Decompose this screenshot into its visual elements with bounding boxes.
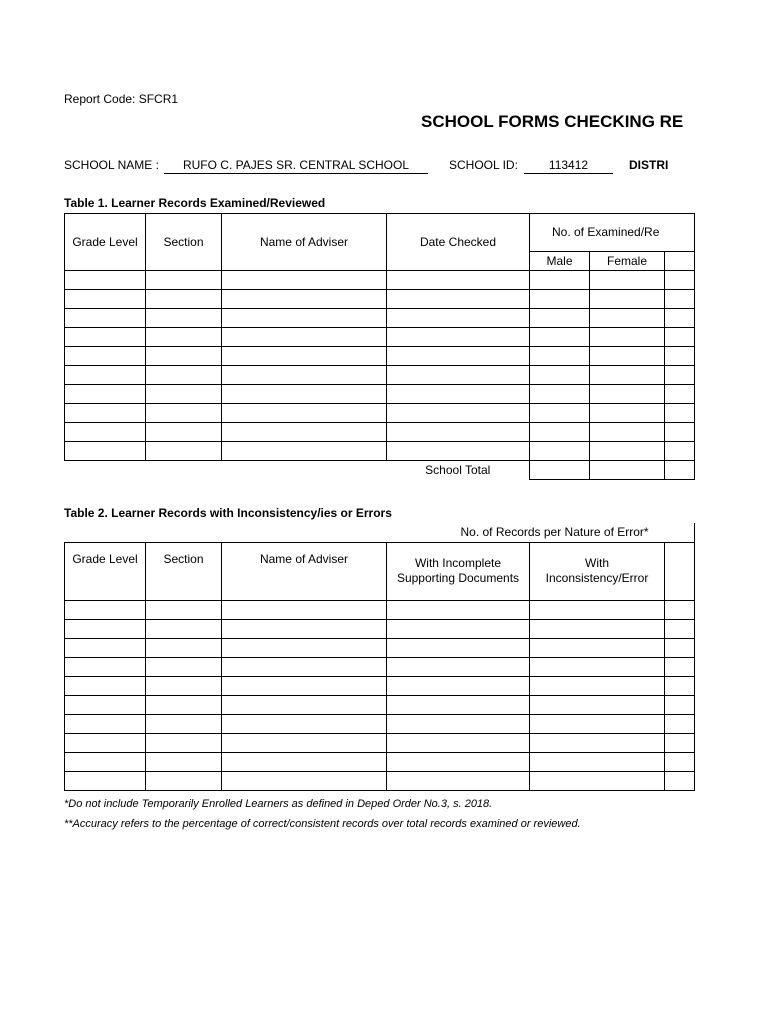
table-cell[interactable] bbox=[387, 676, 530, 695]
table-cell[interactable] bbox=[590, 442, 665, 461]
table-cell[interactable] bbox=[530, 328, 590, 347]
school-total-label: School Total bbox=[425, 462, 491, 477]
table-cell[interactable] bbox=[387, 733, 530, 752]
table-cell[interactable] bbox=[387, 347, 530, 366]
table-row bbox=[65, 309, 695, 328]
table-cell[interactable] bbox=[530, 600, 665, 619]
table-cell[interactable] bbox=[222, 657, 387, 676]
table-cell[interactable] bbox=[146, 271, 222, 290]
table-cell[interactable] bbox=[146, 366, 222, 385]
table-cell[interactable] bbox=[530, 638, 665, 657]
table-cell[interactable] bbox=[590, 271, 665, 290]
table-cell[interactable] bbox=[387, 714, 530, 733]
table-cell[interactable] bbox=[590, 290, 665, 309]
table-cell[interactable] bbox=[146, 404, 222, 423]
table-row bbox=[65, 657, 695, 676]
t2-header-adviser: Name of Adviser bbox=[222, 542, 387, 600]
table-cell[interactable] bbox=[665, 290, 695, 309]
table-cell[interactable] bbox=[146, 695, 222, 714]
table-cell[interactable] bbox=[65, 771, 146, 790]
table-cell[interactable] bbox=[665, 619, 695, 638]
footnote-accuracy: **Accuracy refers to the percentage of correct/consistent records over total records examined or reviewed. bbox=[64, 818, 581, 830]
table-cell[interactable] bbox=[146, 309, 222, 328]
table-cell[interactable] bbox=[65, 366, 146, 385]
table-row bbox=[65, 271, 695, 290]
table-cell[interactable] bbox=[222, 619, 387, 638]
table-cell[interactable] bbox=[387, 771, 530, 790]
table-row bbox=[65, 771, 695, 790]
table-cell[interactable] bbox=[146, 638, 222, 657]
table-cell[interactable] bbox=[387, 290, 530, 309]
table-cell[interactable] bbox=[65, 714, 146, 733]
table-cell[interactable] bbox=[590, 328, 665, 347]
table-cell[interactable] bbox=[65, 619, 146, 638]
table-cell[interactable] bbox=[65, 695, 146, 714]
table-cell[interactable] bbox=[665, 442, 695, 461]
table-cell[interactable] bbox=[222, 385, 387, 404]
table-cell[interactable] bbox=[146, 385, 222, 404]
table-cell[interactable] bbox=[222, 442, 387, 461]
table-row bbox=[65, 404, 695, 423]
table-cell[interactable] bbox=[530, 309, 590, 328]
table-cell[interactable] bbox=[665, 328, 695, 347]
t2-header-inconsistency-line1: With bbox=[585, 556, 609, 570]
table-cell[interactable] bbox=[146, 619, 222, 638]
total-cell[interactable] bbox=[665, 461, 695, 480]
table-cell[interactable] bbox=[65, 638, 146, 657]
table-row bbox=[65, 752, 695, 771]
table-cell[interactable] bbox=[665, 309, 695, 328]
table-cell[interactable] bbox=[65, 657, 146, 676]
table-cell[interactable] bbox=[665, 600, 695, 619]
table-cell[interactable] bbox=[222, 271, 387, 290]
t2-header-extra bbox=[665, 542, 695, 600]
header-no-examined: No. of Examined/Re bbox=[530, 214, 695, 252]
table-cell[interactable] bbox=[590, 404, 665, 423]
table-cell[interactable] bbox=[530, 271, 590, 290]
table-cell[interactable] bbox=[387, 657, 530, 676]
table-cell[interactable] bbox=[665, 771, 695, 790]
header-female: Female bbox=[590, 252, 665, 271]
school-id-value: 113412 bbox=[524, 158, 613, 174]
table-cell[interactable] bbox=[65, 271, 146, 290]
table-cell[interactable] bbox=[665, 657, 695, 676]
table-cell[interactable] bbox=[530, 347, 590, 366]
table-cell[interactable] bbox=[146, 442, 222, 461]
table-row bbox=[65, 638, 695, 657]
table-row bbox=[65, 442, 695, 461]
table-cell[interactable] bbox=[530, 290, 590, 309]
table-cell[interactable] bbox=[146, 600, 222, 619]
footnote-temporarily-enrolled: *Do not include Temporarily Enrolled Learners as defined in Deped Order No.3, s. 2018. bbox=[64, 798, 493, 810]
table-cell[interactable] bbox=[665, 676, 695, 695]
table-cell[interactable] bbox=[530, 695, 665, 714]
t2-header-incomplete-line1: With Incomplete bbox=[414, 556, 502, 570]
school-name-value: RUFO C. PAJES SR. CENTRAL SCHOOL bbox=[164, 158, 428, 174]
table-row bbox=[65, 733, 695, 752]
t2-header-incomplete-line2: Supporting Documents bbox=[396, 571, 520, 585]
report-code: Report Code: SFCR1 bbox=[64, 92, 179, 106]
table-cell[interactable] bbox=[387, 328, 530, 347]
table-cell[interactable] bbox=[222, 290, 387, 309]
table-cell[interactable] bbox=[590, 423, 665, 442]
table-cell[interactable] bbox=[530, 771, 665, 790]
table-row bbox=[65, 366, 695, 385]
table-cell[interactable] bbox=[222, 423, 387, 442]
table-cell[interactable] bbox=[665, 385, 695, 404]
table-cell[interactable] bbox=[387, 619, 530, 638]
total-female-cell[interactable] bbox=[590, 461, 665, 480]
table-cell[interactable] bbox=[222, 328, 387, 347]
table-cell[interactable] bbox=[146, 771, 222, 790]
table-cell[interactable] bbox=[146, 328, 222, 347]
table-cell[interactable] bbox=[222, 366, 387, 385]
school-name-label: SCHOOL NAME : bbox=[64, 158, 159, 172]
table-cell[interactable] bbox=[65, 385, 146, 404]
table-cell[interactable] bbox=[222, 752, 387, 771]
total-male-cell[interactable] bbox=[530, 461, 590, 480]
table-cell[interactable] bbox=[222, 695, 387, 714]
table-cell[interactable] bbox=[665, 695, 695, 714]
table-cell[interactable] bbox=[665, 366, 695, 385]
table-row bbox=[65, 385, 695, 404]
table-cell[interactable] bbox=[65, 600, 146, 619]
table-cell[interactable] bbox=[530, 733, 665, 752]
table-cell[interactable] bbox=[665, 347, 695, 366]
table-cell[interactable] bbox=[387, 309, 530, 328]
table-cell[interactable] bbox=[530, 404, 590, 423]
t2-header-grade-level: Grade Level bbox=[65, 542, 146, 600]
header-adviser: Name of Adviser bbox=[222, 214, 387, 271]
table-cell[interactable] bbox=[65, 733, 146, 752]
table-cell[interactable] bbox=[530, 366, 590, 385]
table-cell[interactable] bbox=[530, 423, 590, 442]
table-row bbox=[65, 328, 695, 347]
table-cell[interactable] bbox=[222, 600, 387, 619]
table-cell[interactable] bbox=[387, 600, 530, 619]
table-cell[interactable] bbox=[665, 404, 695, 423]
table-cell[interactable] bbox=[65, 328, 146, 347]
t2-header-inconsistency-line2: Inconsistency/Error bbox=[545, 571, 649, 585]
table-cell[interactable] bbox=[65, 347, 146, 366]
header-nature-error: No. of Records per Nature of Error* bbox=[387, 523, 695, 542]
table-cell[interactable] bbox=[665, 714, 695, 733]
table-cell[interactable] bbox=[65, 309, 146, 328]
table-row bbox=[65, 600, 695, 619]
district-label: DISTRI bbox=[629, 158, 669, 172]
table-row bbox=[65, 714, 695, 733]
table-row bbox=[65, 347, 695, 366]
table-cell[interactable] bbox=[665, 638, 695, 657]
t2-header-incomplete bbox=[387, 542, 530, 600]
table-cell[interactable] bbox=[665, 752, 695, 771]
table-cell[interactable] bbox=[146, 733, 222, 752]
table-cell[interactable] bbox=[665, 733, 695, 752]
table-cell[interactable] bbox=[590, 309, 665, 328]
table-cell[interactable] bbox=[665, 271, 695, 290]
table-cell[interactable] bbox=[222, 347, 387, 366]
header-total bbox=[665, 252, 695, 271]
table-cell[interactable] bbox=[530, 385, 590, 404]
table-cell[interactable] bbox=[222, 309, 387, 328]
table-cell[interactable] bbox=[146, 752, 222, 771]
table-cell[interactable] bbox=[146, 347, 222, 366]
table2-title: Table 2. Learner Records with Inconsistency/ies or Errors bbox=[64, 506, 392, 520]
table-cell[interactable] bbox=[146, 676, 222, 695]
table-cell[interactable] bbox=[530, 676, 665, 695]
table-cell[interactable] bbox=[387, 695, 530, 714]
table-cell[interactable] bbox=[387, 752, 530, 771]
table-cell[interactable] bbox=[65, 442, 146, 461]
inconsistency-records-table bbox=[64, 523, 695, 791]
table-cell[interactable] bbox=[222, 404, 387, 423]
table-cell[interactable] bbox=[590, 347, 665, 366]
form-title: SCHOOL FORMS CHECKING RE bbox=[421, 112, 684, 131]
t2-header-inconsistency bbox=[530, 542, 665, 600]
header-grade-level: Grade Level bbox=[65, 214, 146, 271]
table-cell[interactable] bbox=[65, 676, 146, 695]
learner-records-table bbox=[64, 213, 695, 480]
table-cell[interactable] bbox=[530, 619, 665, 638]
table-cell[interactable] bbox=[387, 638, 530, 657]
table-cell[interactable] bbox=[65, 423, 146, 442]
table-cell[interactable] bbox=[387, 385, 530, 404]
table-cell[interactable] bbox=[590, 366, 665, 385]
table-cell[interactable] bbox=[146, 714, 222, 733]
table-cell[interactable] bbox=[387, 366, 530, 385]
table-cell[interactable] bbox=[222, 714, 387, 733]
header-section: Section bbox=[146, 214, 222, 271]
table-row bbox=[65, 676, 695, 695]
table-cell[interactable] bbox=[222, 638, 387, 657]
header-male: Male bbox=[530, 252, 590, 271]
table-cell[interactable] bbox=[530, 752, 665, 771]
table-cell[interactable] bbox=[222, 771, 387, 790]
table-row bbox=[65, 290, 695, 309]
table-row bbox=[65, 695, 695, 714]
table-cell[interactable] bbox=[387, 442, 530, 461]
school-id-label: SCHOOL ID: bbox=[449, 158, 518, 172]
header-date-checked: Date Checked bbox=[387, 214, 530, 271]
table-cell[interactable] bbox=[387, 271, 530, 290]
t2-header-section: Section bbox=[146, 542, 222, 600]
table-cell[interactable] bbox=[222, 733, 387, 752]
table-cell[interactable] bbox=[387, 423, 530, 442]
table-cell[interactable] bbox=[387, 404, 530, 423]
table-cell[interactable] bbox=[222, 676, 387, 695]
table-cell[interactable] bbox=[146, 423, 222, 442]
table-row bbox=[65, 423, 695, 442]
table-cell[interactable] bbox=[665, 423, 695, 442]
table1-title: Table 1. Learner Records Examined/Reviewed bbox=[64, 196, 326, 210]
table-cell[interactable] bbox=[530, 714, 665, 733]
table-cell[interactable] bbox=[146, 290, 222, 309]
table-cell[interactable] bbox=[530, 657, 665, 676]
table-row bbox=[65, 619, 695, 638]
table-cell[interactable] bbox=[65, 404, 146, 423]
table-cell[interactable] bbox=[530, 442, 590, 461]
table-cell[interactable] bbox=[590, 385, 665, 404]
table-cell[interactable] bbox=[146, 657, 222, 676]
table-cell[interactable] bbox=[65, 752, 146, 771]
table-cell[interactable] bbox=[65, 290, 146, 309]
